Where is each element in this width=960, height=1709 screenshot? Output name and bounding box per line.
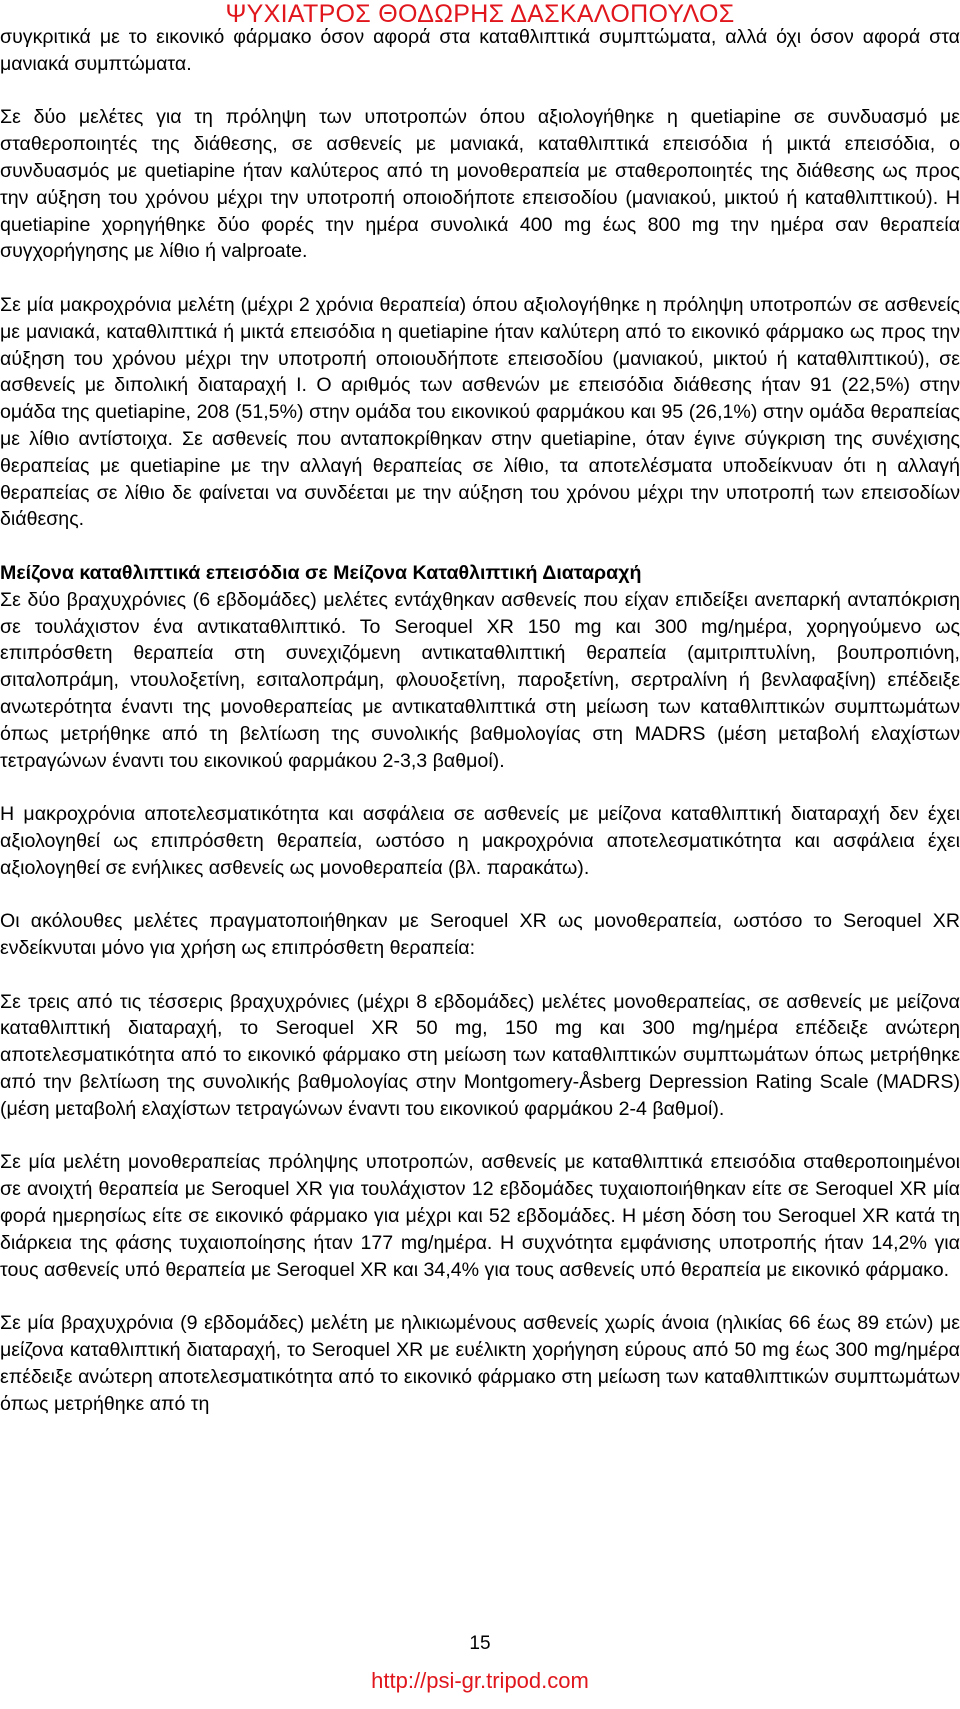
paragraph-continuation: συγκριτικά με το εικονικό φάρμακο όσον αφορά στα καταθλιπτικά συμπτώματα, αλλά όχι όσον αφορά στα μανιακά συμπτώματα. — [0, 26, 960, 75]
page-header-title: ΨΥΧΙΑΤΡΟΣ ΘΟΔΩΡΗΣ ΔΑΣΚΑΛΟΠΟΥΛΟΣ — [225, 0, 735, 28]
paragraph-long-term-study: Σε μία μακροχρόνια μελέτη (μέχρι 2 χρόνια θεραπεία) όπου αξιολογήθηκε η πρόληψη υποτροπών σε ασθενείς με μανιακά, καταθλιπτικά ή μικτά επεισόδια η quetiapine ήταν καλύτερη από το εικονικό φάρμακο ως προς την αύξηση του χρόνου μέχρι την υποτροπή οποιουδήποτε επεισοδίου (μανιακού, μικτού ή καταθλιπτικού), σε ασθενείς με διπολική διαταραχή Ι. Ο αριθμός των ασθενών με επεισόδια διάθεσης ήταν 91 (22,5%) στην ομάδα της quetiapine, 208 (51,5%) στην ομάδα του εικονικού φαρμάκου και 95 (26,1%) στην ομάδα θεραπείας με λίθιο αντίστοιχα. Σε ασθενείς που ανταποκρίθηκαν στην quetiapine, όταν έγινε σύγκριση της συνέχισης θεραπείας με quetiapine με την αλλαγή θεραπείας σε λίθιο, τα αποτελέσματα υποδείκνυαν ότι η αλλαγή θεραπείας σε λίθιο δε φαίνεται να συνδέεται με την αύξηση του χρόνου μέχρι την υποτροπή των επεισοδίων διάθεσης. — [0, 293, 960, 531]
paragraph-long-term-efficacy: Η μακροχρόνια αποτελεσματικότητα και ασφάλεια σε ασθενείς με μείζονα καταθλιπτική διαταραχή δεν έχει αξιολογηθεί ως επιπρόσθετη θεραπεία, ωστόσο η μακροχρόνια αποτελεσματικότητα και ασφάλεια έχει αξιολογηθεί σε ενήλικες ασθενείς ως μονοθεραπεία (βλ. παρακάτω). — [0, 803, 960, 879]
paragraph-monotherapy-note: Οι ακόλουθες μελέτες πραγματοποιήθηκαν με Seroquel XR ως μονοθεραπεία, ωστόσο το Seroquel XR ενδείκνυται μόνο για χρήση ως επιπρόσθετη θεραπεία: — [0, 910, 960, 960]
paragraph-monotherapy-short-term: Σε τρεις από τις τέσσερις βραχυχρόνιες (μέχρι 8 εβδομάδες) μελέτες μονοθεραπείας, σε ασθενείς με μείζονα καταθλιπτική διαταραχή, το Seroquel XR 50 mg, 150 mg και 300 mg/ημέρα επέδειξε ανώτερη αποτελεσματικότητα από το εικονικό φάρμακο στη μείωση των καταθλιπτικών συμπτωμάτων όπως μετρήθηκε από την βελτίωση της συνολικής βαθμολογίας στην Montgomery-Åsberg Depression Rating Scale (MADRS) (μέση μεταβολή ελαχίστων τετραγώνων έναντι του εικονικού φαρμάκου 2-4 βαθμοί). — [0, 990, 960, 1120]
paragraph-adjunct-short-term: Σε δύο βραχυχρόνιες (6 εβδομάδες) μελέτες εντάχθηκαν ασθενείς που είχαν επιδείξει ανεπαρκή ανταπόκριση σε τουλάχιστον ένα αντικαταθλιπτικό. Το Seroquel XR 150 mg και 300 mg/ημέρα, χορηγούμενο ως επιπρόσθετη θεραπεία στη συνεχιζόμενη αντικαταθλιπτική θεραπεία (αμιτριπτυλίνη, βουπροπιόνη, σιταλοπράμη, ντουλοξετίνη, εσιταλοπράμη, φλουοξετίνη, παροξετίνη, σερτραλίνη ή βενλαφαξίνη) επέδειξε ανωτερότητα έναντι της μονοθεραπείας με αντικαταθλιπτικά στη μείωση των καταθλιπτικών συμπτωμάτων όπως μετρήθηκε από τη βελτίωση της συνολικής βαθμολογίας στη MADRS (μέση μεταβολή ελαχίστων τετραγώνων έναντι του εικονικού φαρμάκου 2-3,3 βαθμοί). — [0, 588, 960, 772]
document-body — [0, 24, 960, 1444]
paragraph-elderly-study: Σε μία βραχυχρόνια (9 εβδομάδες) μελέτη με ηλικιωμένους ασθενείς χωρίς άνοια (ηλικίας 66 έως 89 ετών) με μείζονα καταθλιπτική διαταραχή, το Seroquel XR με ευέλικτη χορήγηση εύρους από 50 mg έως 300 mg/ημέρα επέδειξε ανώτερη αποτελεσματικότητα από το εικονικό φάρμακο στη μείωση των καταθλιπτικών συμπτωμάτων όπως μετρήθηκε από τη — [0, 1312, 960, 1415]
paragraph-relapse-monotherapy: Σε μία μελέτη μονοθεραπείας πρόληψης υποτροπών, ασθενείς με καταθλιπτικά επεισόδια σταθεροποιημένοι σε ανοιχτή θεραπεία με Seroquel XR για τουλάχιστον 12 εβδομάδες τυχαιοποιήθηκαν είτε σε Seroquel XR μία φορά ημερησίως είτε σε εικονικό φάρμακο για μέχρι και 52 εβδομάδες. Η μέση δόση του Seroquel XR κατά τη διάρκεια της φάσης τυχαιοποίησης ήταν 177 mg/ημέρα. Η συχνότητα εμφάνισης υποτροπής ήταν 14,2% για τους ασθενείς υπό θεραπεία με Seroquel XR και 34,4% για τους ασθενείς υπό θεραπεία με εικονικό φάρμακο. — [0, 1151, 960, 1281]
section-heading: Μείζονα καταθλιπτικά επεισόδια σε Μείζονα Καταθλιπτική Διαταραχή — [0, 561, 642, 584]
page-number: 15 — [469, 1633, 491, 1654]
footer-website-link[interactable]: http://psi-gr.tripod.com — [371, 1668, 589, 1693]
paragraph-relapse-prevention-combination: Σε δύο μελέτες για τη πρόληψη των υποτροπών όπου αξιολογήθηκε η quetiapine σε συνδυασμό με σταθεροποιητές της διάθεσης, σε ασθενείς με μανιακά, καταθλιπτικά επεισόδια ή μικτά επεισόδια, ο συνδυασμός με quetiapine ήταν καλύτερος από τη μονοθεραπεία με σταθεροποιητές της διάθεσης ως προς την αύξηση του χρόνου μέχρι την υποτροπή οποιοδήποτε επεισοδίου (μανιακού, μικτού ή καταθλιπτικού). Η quetiapine χορηγήθηκε δύο φορές την ημέρα συνολικά 400 mg έως 800 mg την ημέρα σαν θεραπεία συγχορήγησης με λίθιο ή valproate. — [0, 106, 960, 263]
